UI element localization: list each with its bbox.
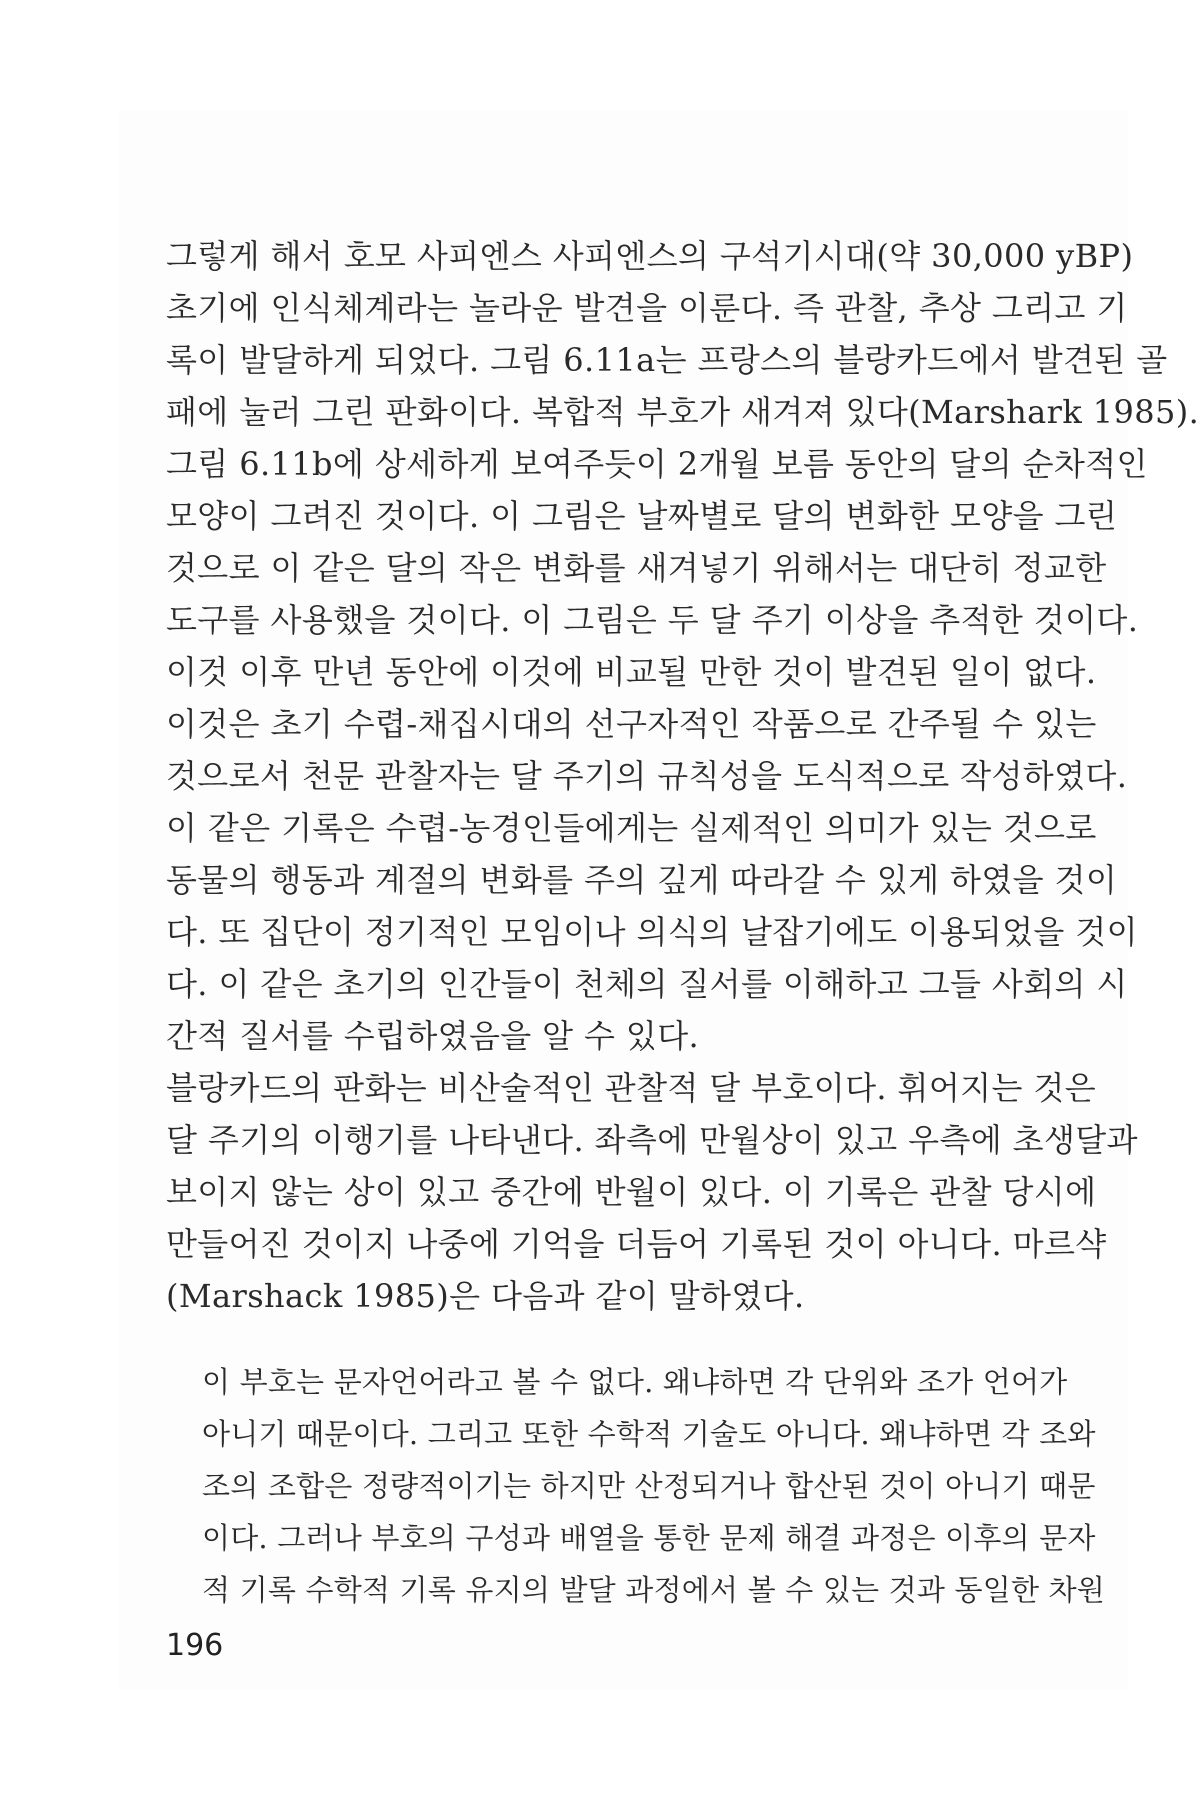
text-line: 이 부호는 문자언어라고 볼 수 없다. 왜냐하면 각 단위와 조가 언어가 bbox=[202, 1365, 1068, 1399]
text-line: 달 주기의 이행기를 나타낸다. 좌측에 만월상이 있고 우측에 초생달과 bbox=[166, 1121, 1138, 1159]
text-line: 간적 질서를 수립하였음을 알 수 있다. bbox=[166, 1017, 700, 1055]
text-line: 블랑카드의 판화는 비산술적인 관찰적 달 부호이다. 휘어지는 것은 bbox=[166, 1069, 1097, 1107]
text-line: 아니기 때문이다. 그리고 또한 수학적 기술도 아니다. 왜냐하면 각 조와 bbox=[202, 1417, 1096, 1451]
text-line: 만들어진 것이지 나중에 기억을 더듬어 기록된 것이 아니다. 마르샥 bbox=[166, 1225, 1107, 1263]
text-line: 초기에 인식체계라는 놀라운 발견을 이룬다. 즉 관찰, 추상 그리고 기 bbox=[166, 289, 1128, 327]
text-line: 다. 이 같은 초기의 인간들이 천체의 질서를 이해하고 그들 사회의 시 bbox=[166, 965, 1128, 1003]
text-line: 다. 또 집단이 정기적인 모임이나 의식의 날잡기에도 이용되었을 것이 bbox=[166, 913, 1138, 951]
text-line: 이다. 그러나 부호의 구성과 배열을 통한 문제 해결 과정은 이후의 문자 bbox=[202, 1521, 1096, 1555]
text-line: 그렇게 해서 호모 사피엔스 사피엔스의 구석기시대(약 30,000 yBP) bbox=[166, 237, 1134, 275]
text-line: 조의 조합은 정량적이기는 하지만 산정되거나 합산된 것이 아니기 때문 bbox=[202, 1469, 1096, 1503]
text-line: 것으로 이 같은 달의 작은 변화를 새겨넣기 위해서는 대단히 정교한 bbox=[166, 549, 1107, 587]
text-line: 것으로서 천문 관찰자는 달 주기의 규칙성을 도식적으로 작성하였다. bbox=[166, 757, 1128, 795]
text-line: 보이지 않는 상이 있고 중간에 반월이 있다. 이 기록은 관찰 당시에 bbox=[166, 1173, 1097, 1211]
text-line: 패에 눌러 그린 판화이다. 복합적 부호가 새겨져 있다(Marshark 1985). bbox=[166, 393, 1200, 431]
text-line: 록이 발달하게 되었다. 그림 6.11a는 프랑스의 블랑카드에서 발견된 골 bbox=[166, 341, 1168, 379]
text-line: 적 기록 수학적 기록 유지의 발달 과정에서 볼 수 있는 것과 동일한 차원 bbox=[202, 1573, 1106, 1607]
page-number: 196 bbox=[166, 1628, 224, 1663]
text-line: 이 같은 기록은 수렵-농경인들에게는 실제적인 의미가 있는 것으로 bbox=[166, 809, 1097, 847]
text-line: (Marshack 1985)은 다음과 같이 말하였다. bbox=[166, 1277, 805, 1315]
text-line: 모양이 그려진 것이다. 이 그림은 날짜별로 달의 변화한 모양을 그린 bbox=[166, 497, 1118, 535]
text-line: 이것 이후 만년 동안에 이것에 비교될 만한 것이 발견된 일이 없다. bbox=[166, 653, 1097, 691]
text-line: 도구를 사용했을 것이다. 이 그림은 두 달 주기 이상을 추적한 것이다. bbox=[166, 601, 1139, 639]
text-line: 그림 6.11b에 상세하게 보여주듯이 2개월 보름 동안의 달의 순차적인 bbox=[166, 445, 1148, 483]
text-line: 동물의 행동과 계절의 변화를 주의 깊게 따라갈 수 있게 하였을 것이 bbox=[166, 861, 1118, 899]
text-line: 이것은 초기 수렵-채집시대의 선구자적인 작품으로 간주될 수 있는 bbox=[166, 705, 1097, 743]
